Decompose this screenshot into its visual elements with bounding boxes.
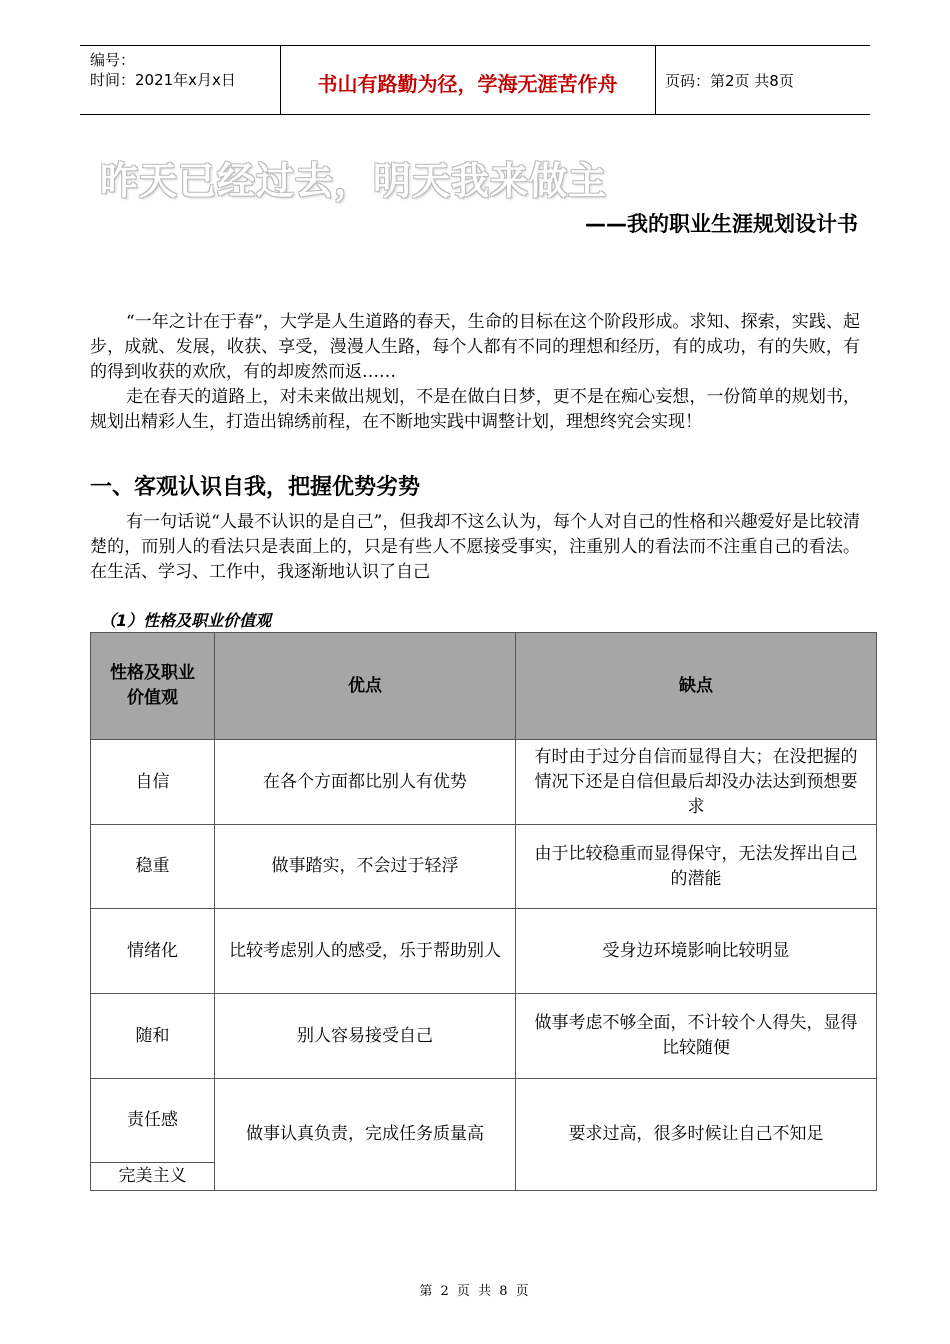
document-subtitle: ——我的职业生涯规划设计书 [585, 212, 858, 236]
page-header [80, 45, 870, 115]
intro-paragraph-1: “一年之计在于春”，大学是人生道路的春天，生命的目标在这个阶段形成。求知、探索，实践、起步，成就、发展，收获、享受，漫漫人生路，每个人都有不同的理想和经历，有的成功，有的失败，有的得到收获的欢欣，有的却废然而返…… [90, 312, 860, 382]
intro-paragraph-2: 走在春天的道路上，对未来做出规划，不是在做白日梦，更不是在痴心妄想，一份简单的规划书，规划出精彩人生，打造出锦绣前程，在不断地实践中调整计划，理想终究会实现！ [90, 387, 860, 432]
table-cell-disadvantage: 有时由于过分自信而显得自大；在没把握的情况下还是自信但最后却没办法达到预想要求 [516, 740, 877, 825]
table-cell-advantage: 比较考虑别人的感受，乐于帮助别人 [215, 909, 516, 994]
document-title: 昨天已经过去，明天我来做主 [100, 159, 608, 203]
sub-heading: （1）性格及职业价值观 [100, 611, 272, 630]
table-cell-trait: 完美主义 [91, 1163, 215, 1191]
table-cell-advantage: 在各个方面都比别人有优势 [215, 740, 516, 825]
header-page-info: 页码：第2页 共8页 [665, 72, 794, 90]
table-header-cell: 优点 [215, 633, 516, 740]
table-header-cell: 缺点 [516, 633, 877, 740]
table-cell-disadvantage: 由于比较稳重而显得保守，无法发挥出自己的潜能 [516, 825, 877, 909]
table-row [91, 994, 877, 1079]
table-cell-trait: 随和 [91, 994, 215, 1079]
page-footer: 第 2 页 共 8 页 [419, 1284, 531, 1299]
header-divider [655, 46, 656, 114]
personality-table [90, 632, 877, 1191]
table-cell-advantage: 做事认真负责，完成任务质量高 [215, 1079, 516, 1191]
table-row [91, 740, 877, 825]
table-cell-disadvantage: 受身边环境影响比较明显 [516, 909, 877, 994]
header-time: 时间：2021年x月x日 [90, 71, 236, 89]
section-heading: 一、客观认识自我，把握优势劣势 [90, 475, 421, 500]
table-cell-trait: 情绪化 [91, 909, 215, 994]
header-motto: 书山有路勤为径，学海无涯苦作舟 [317, 72, 618, 96]
table-row [91, 1079, 877, 1163]
table-cell-disadvantage: 做事考虑不够全面，不计较个人得失，显得比较随便 [516, 994, 877, 1079]
section-paragraph: 有一句话说“人最不认识的是自己”，但我却不这么认为，每个人对自己的性格和兴趣爱好是比较清楚的，而别人的看法只是表面上的，只是有些人不愿接受事实，注重别人的看法而不注重自己的看法。在生活、学习、工作中，我逐渐地认识了自己 [90, 512, 860, 582]
table-cell-trait: 稳重 [91, 825, 215, 909]
header-meta [90, 50, 236, 90]
table-cell-advantage: 做事踏实，不会过于轻浮 [215, 825, 516, 909]
header-number: 编号： [90, 51, 136, 69]
table-row [91, 825, 877, 909]
table-cell-trait: 自信 [91, 740, 215, 825]
table-row [91, 909, 877, 994]
table-header-row [91, 633, 877, 740]
table-header-cell: 性格及职业价值观 [91, 633, 215, 740]
table-cell-trait: 责任感 [91, 1079, 215, 1163]
table-cell-advantage: 别人容易接受自己 [215, 994, 516, 1079]
table-cell-disadvantage: 要求过高，很多时候让自己不知足 [516, 1079, 877, 1191]
